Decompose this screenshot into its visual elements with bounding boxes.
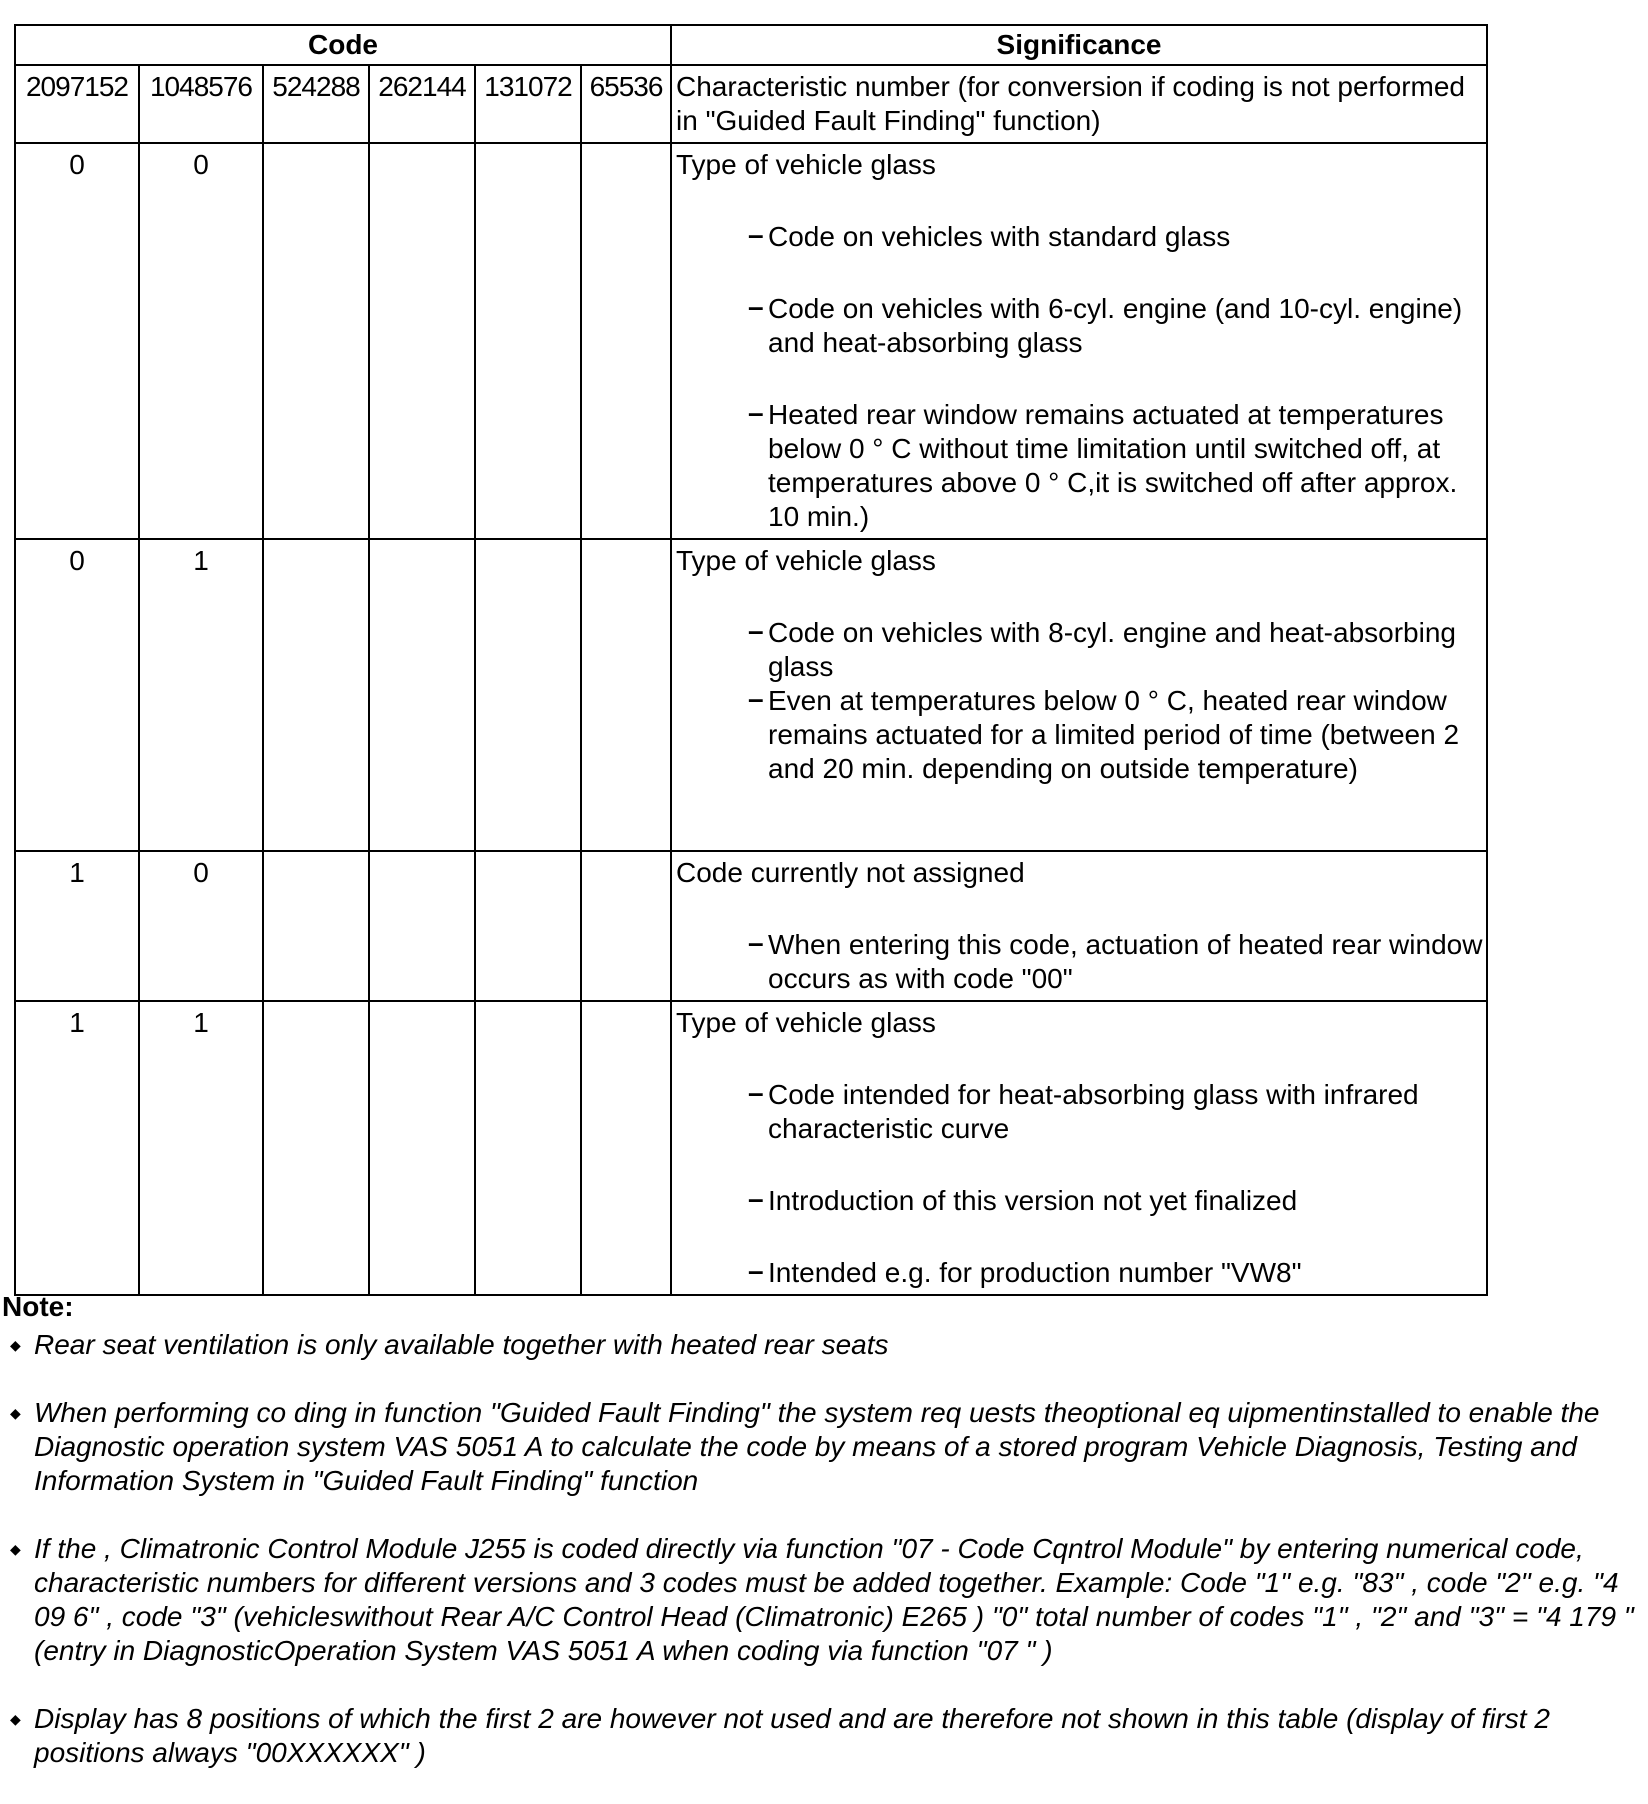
note-title: Note: [2,1291,74,1322]
bit-values-row [15,65,1487,143]
bit-value-cell: 131072 [475,65,581,143]
significance-list [676,928,1486,996]
list-item: – Intended e.g. for production number "VW8" [768,1256,1486,1290]
significance-list [676,616,1486,786]
list-item: – Heated rear window remains actuated at temperatures below 0 ° C without time limitation until switched off, at temperatures above 0 ° C,it is switched off after approx. 10 min.) [768,398,1486,534]
note-section [0,1290,1648,1804]
significance-heading: Type of vehicle glass [676,1007,936,1038]
list-item: – Code on vehicles with 8-cyl. engine and heat-absorbing glass [768,616,1486,684]
significance-list [676,220,1486,534]
significance-cell [671,1001,1487,1295]
table-header-row [15,25,1487,65]
code-cell: 1 [139,539,263,851]
empty-cell [263,851,369,1001]
code-cell: 1 [15,1001,139,1295]
code-cell: 1 [139,1001,263,1295]
bit-value-cell: 65536 [581,65,671,143]
empty-cell [369,851,475,1001]
empty-cell [369,1001,475,1295]
list-item: – Even at temperatures below 0 ° C, heated rear window remains actuated for a limited period of time (between 2 and 20 min. depending on outside temperature) [768,684,1486,786]
bit-value-cell: 2097152 [15,65,139,143]
significance-cell [671,851,1487,1001]
empty-cell [475,143,581,539]
empty-cell [475,1001,581,1295]
list-item: – Code on vehicles with 6-cyl. engine (and 10-cyl. engine) and heat-absorbing glass [768,292,1486,360]
empty-cell [581,539,671,851]
table-row [15,143,1487,539]
list-item: – Code intended for heat-absorbing glass with infrared characteristic curve [768,1078,1486,1146]
code-cell: 1 [15,851,139,1001]
note-item: ◆ Rear seat ventilation is only available together with heated rear seats [34,1328,1648,1362]
list-item: – Code on vehicles with standard glass [768,220,1486,254]
empty-cell [369,539,475,851]
significance-list [676,1078,1486,1290]
bit-value-cell: 524288 [263,65,369,143]
significance-header: Significance [671,25,1487,65]
empty-cell [369,143,475,539]
note-item: ◆ Display has 8 positions of which the first 2 are however not used and are therefore not shown in this table (display of first 2 positions always "00XXXXXX" ) [34,1702,1648,1770]
code-cell: 0 [139,143,263,539]
code-header: Code [15,25,671,65]
code-cell: 0 [139,851,263,1001]
significance-heading: Type of vehicle glass [676,149,936,180]
empty-cell [581,143,671,539]
table-row [15,851,1487,1001]
notes-list [0,1328,1648,1770]
significance-heading: Type of vehicle glass [676,545,936,576]
empty-cell [475,851,581,1001]
list-item: – Introduction of this version not yet finalized [768,1184,1486,1218]
significance-cell [671,539,1487,851]
table-row [15,1001,1487,1295]
empty-cell [581,851,671,1001]
note-item: ◆ If the , Climatronic Control Module J255 is coded directly via function "07 - Code Cqntrol Module" by entering numerical code, characteristic numbers for different versions and 3 codes must be added together. Example: Code "1" e.g. "83" , code "2" e.g. "4 09 6" , code "3" (vehicleswithout Rear A/C Control Head (Climatronic) E265 ) "0" total number of codes "1" , "2" and "3" = "4 179 " (entry in DiagnosticOperation System VAS 5051 A when coding via function "07 " ) [34,1532,1648,1668]
empty-cell [263,539,369,851]
list-item: – When entering this code, actuation of heated rear window occurs as with code "00" [768,928,1486,996]
empty-cell [475,539,581,851]
bit-value-cell: 262144 [369,65,475,143]
empty-cell [581,1001,671,1295]
empty-cell [263,1001,369,1295]
coding-table [14,24,1488,1296]
empty-cell [263,143,369,539]
table-row [15,539,1487,851]
significance-heading: Code currently not assigned [676,857,1025,888]
characteristic-number-label: Characteristic number (for conversion if coding is not performed in "Guided Fault Finding" function) [671,65,1487,143]
code-cell: 0 [15,539,139,851]
note-item: ◆ When performing co ding in function "Guided Fault Finding" the system req uests theoptional eq uipmentinstalled to enable the Diagnostic operation system VAS 5051 A to calculate the code by means of a stored program Vehicle Diagnosis, Testing and Information System in "Guided Fault Finding" function [34,1396,1648,1498]
significance-cell [671,143,1487,539]
code-cell: 0 [15,143,139,539]
bit-value-cell: 1048576 [139,65,263,143]
